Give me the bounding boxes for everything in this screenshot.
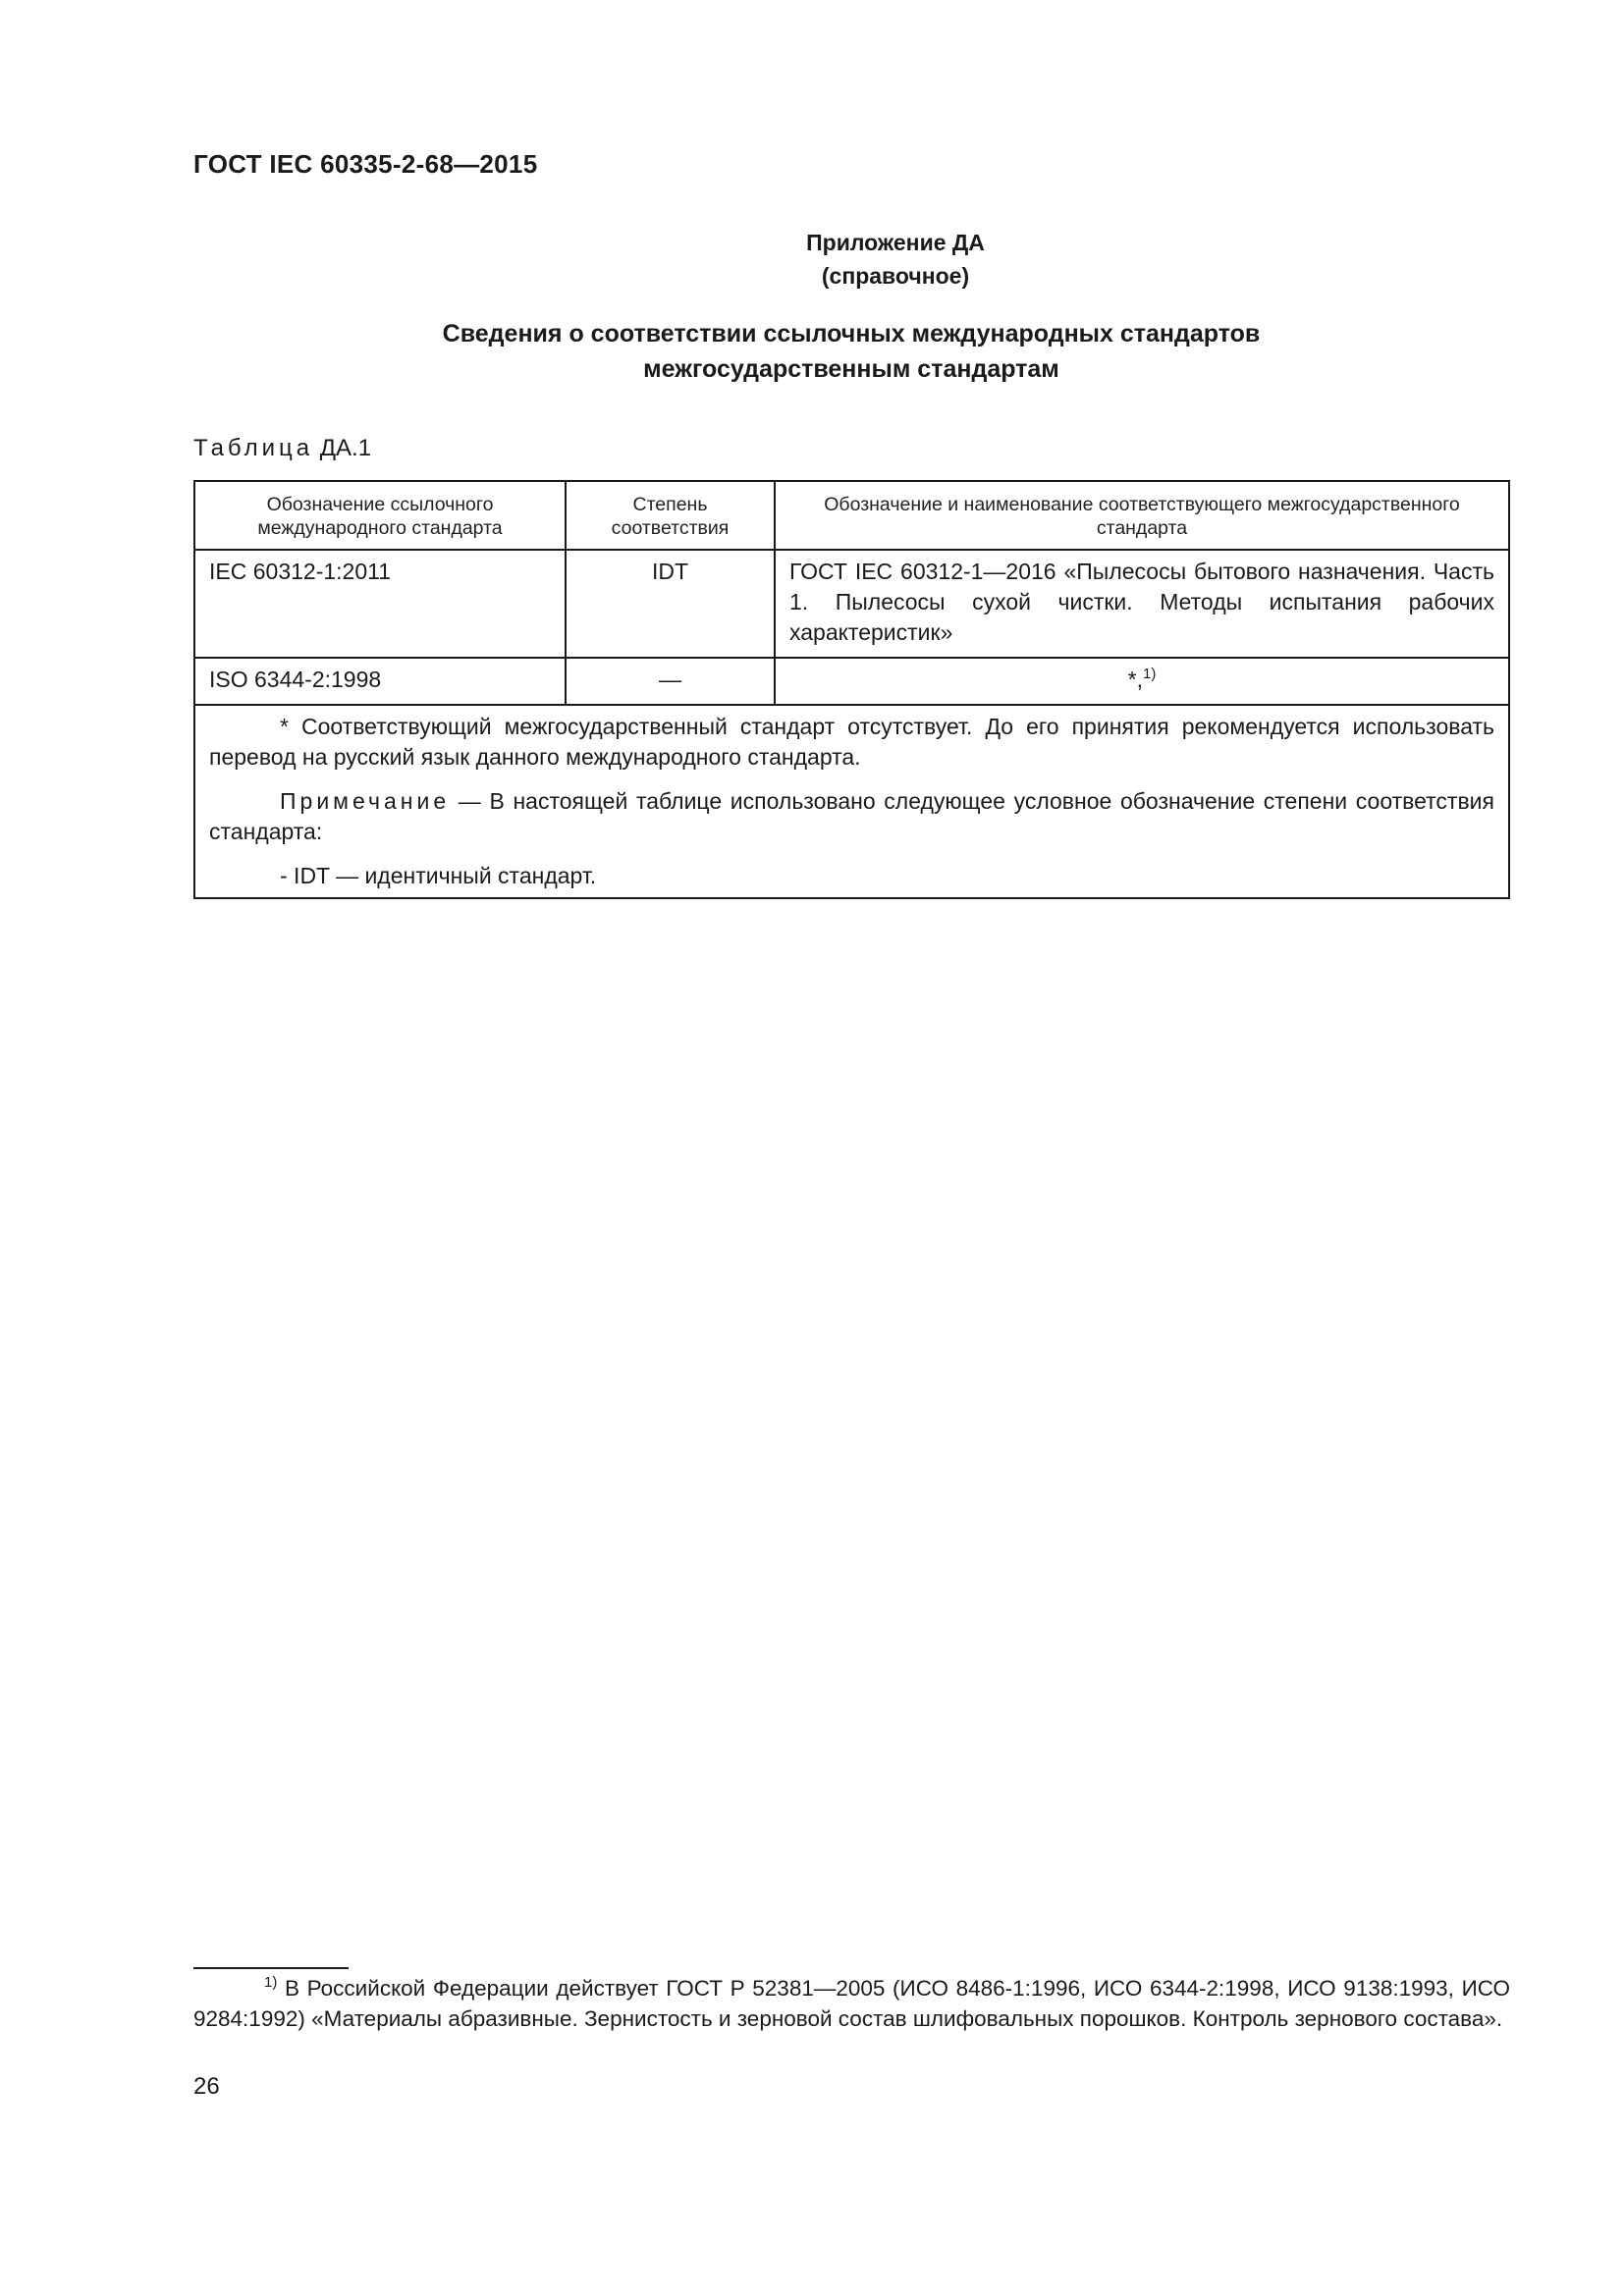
correspondence-table [193, 480, 1510, 899]
cell-degree: IDT [566, 550, 775, 658]
footnote [193, 1973, 1510, 2034]
footnote-ref: 1) [1143, 666, 1157, 682]
table-row [194, 658, 1509, 705]
note-list-item: - IDT — идентичный стандарт. [280, 863, 597, 888]
table-header-row [194, 481, 1509, 550]
annex-subtitle: (справочное) [821, 263, 970, 289]
annex-title: Приложение ДА [806, 230, 985, 255]
header-degree: Степень соответствия [566, 481, 775, 550]
table-caption-word: Таблица [193, 435, 314, 461]
cell-national: ГОСТ IEC 60312-1—2016 «Пылесосы бытового назначения. Часть 1. Пылесосы сухой чистки. Методы испытания рабочих характеристик» [775, 550, 1509, 658]
footnote-indent [193, 1976, 264, 2001]
note-label: Примечание [280, 788, 451, 814]
page-number: 26 [193, 2073, 220, 2100]
asterisk-note: * Соответствующий межгосударственный стандарт отсутствует. До его принятия рекомендуется использовать перевод на русский язык данного международного стандарта. [209, 714, 1494, 770]
footnote-marker: 1) [264, 1974, 278, 1991]
footnote-separator [193, 1967, 349, 1969]
table-notes [194, 705, 1509, 898]
header-reference-standard: Обозначение ссылочного международного стандарта [194, 481, 566, 550]
cell-national [775, 658, 1509, 705]
document-code: ГОСТ IEC 60335-2-68—2015 [193, 149, 538, 179]
table-caption [193, 435, 371, 462]
footnote-text: В Российской Федерации действует ГОСТ Р 52381—2005 (ИСО 8486-1:1996, ИСО 6344-2:1998, ИСО 9138:1993, ИСО 9284:1992) «Материалы абразивные. Зернистость и зерновой состав шлифовальных порошков. Контроль зернового состава». [193, 1976, 1510, 2031]
annex-heading [0, 226, 1624, 293]
header-national-standard: Обозначение и наименование соответствующего межгосударственного стандарта [775, 481, 1509, 550]
cell-reference: ISO 6344-2:1998 [194, 658, 566, 705]
section-title-line1: Сведения о соответствии ссылочных международных стандартов [442, 320, 1261, 347]
section-title [193, 316, 1509, 387]
table-notes-row [194, 705, 1509, 898]
national-asterisk: *, [1127, 667, 1143, 692]
cell-reference: IEC 60312-1:2011 [194, 550, 566, 658]
table-row [194, 550, 1509, 658]
table-caption-number: ДА.1 [319, 435, 372, 461]
section-title-line2: межгосударственным стандартам [643, 355, 1059, 383]
note-text: — В настоящей таблице использовано следующее условное обозначение степени соответствия стандарта: [209, 788, 1494, 844]
degree-note [209, 786, 1494, 847]
cell-degree: — [566, 658, 775, 705]
